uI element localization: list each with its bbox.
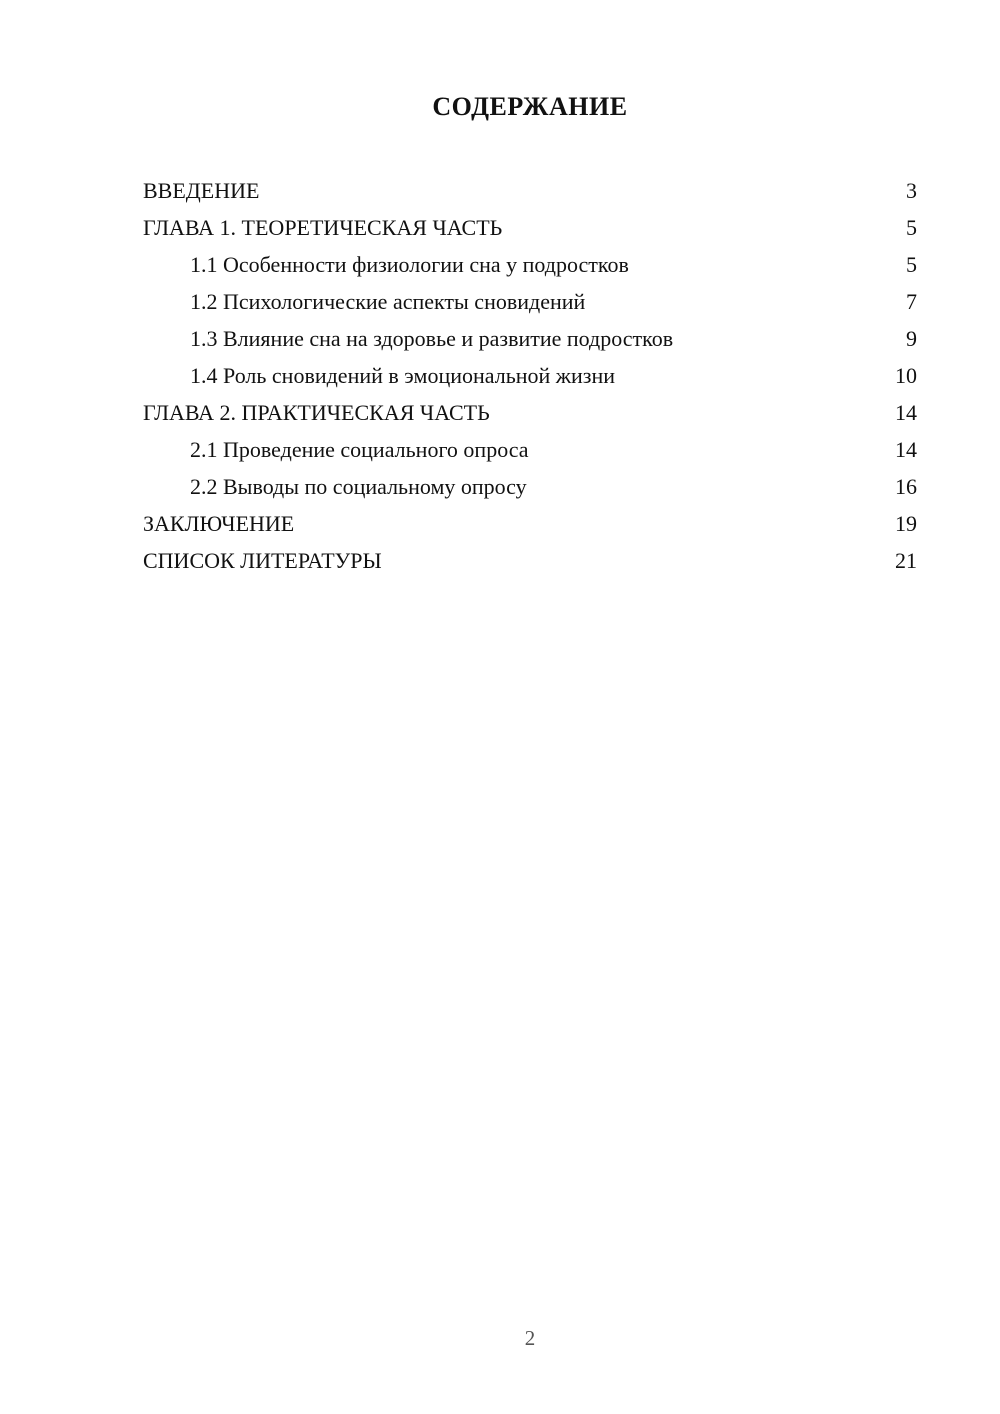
toc-row [143, 505, 917, 542]
toc-entry-page: 10 [895, 363, 917, 388]
toc-entry-label: СПИСОК ЛИТЕРАТУРЫ [143, 548, 382, 573]
toc-entry-page: 7 [906, 289, 917, 314]
toc-row [143, 320, 917, 357]
toc-entry-page: 14 [895, 400, 917, 425]
document-content [143, 0, 917, 579]
toc-row [143, 542, 917, 579]
toc-row [143, 246, 917, 283]
toc-entry-page: 21 [895, 548, 917, 573]
toc-entry-label: 2.2 Выводы по социальному опросу [190, 474, 527, 499]
toc-row [143, 209, 917, 246]
toc-entry-label: ВВЕДЕНИЕ [143, 178, 260, 203]
toc-entry-page: 16 [895, 474, 917, 499]
toc-row [143, 172, 917, 209]
toc-entry-page: 3 [906, 178, 917, 203]
toc-entry-page: 9 [906, 326, 917, 351]
page-title: СОДЕРЖАНИЕ [432, 92, 628, 121]
toc-entry-page: 5 [906, 215, 917, 240]
toc-row [143, 431, 917, 468]
toc-entry-label: 1.2 Психологические аспекты сновидений [190, 289, 586, 314]
toc-entry-page: 5 [906, 252, 917, 277]
toc-entry-label: 2.1 Проведение социального опроса [190, 437, 529, 462]
table-of-contents [143, 172, 917, 579]
toc-entry-label: ГЛАВА 2. ПРАКТИЧЕСКАЯ ЧАСТЬ [143, 400, 490, 425]
toc-row [143, 357, 917, 394]
toc-entry-page: 14 [895, 437, 917, 462]
toc-entry-label: 1.1 Особенности физиологии сна у подростков [190, 252, 629, 277]
toc-row [143, 394, 917, 431]
toc-entry-label: 1.4 Роль сновидений в эмоциональной жизни [190, 363, 615, 388]
toc-entry-page: 19 [895, 511, 917, 536]
toc-row [143, 283, 917, 320]
toc-entry-label: 1.3 Влияние сна на здоровье и развитие подростков [190, 326, 674, 351]
footer-page-number: 2 [524, 1326, 536, 1350]
toc-row [143, 468, 917, 505]
toc-entry-label: ГЛАВА 1. ТЕОРЕТИЧЕСКАЯ ЧАСТЬ [143, 215, 503, 240]
toc-entry-label: ЗАКЛЮЧЕНИЕ [143, 511, 295, 536]
